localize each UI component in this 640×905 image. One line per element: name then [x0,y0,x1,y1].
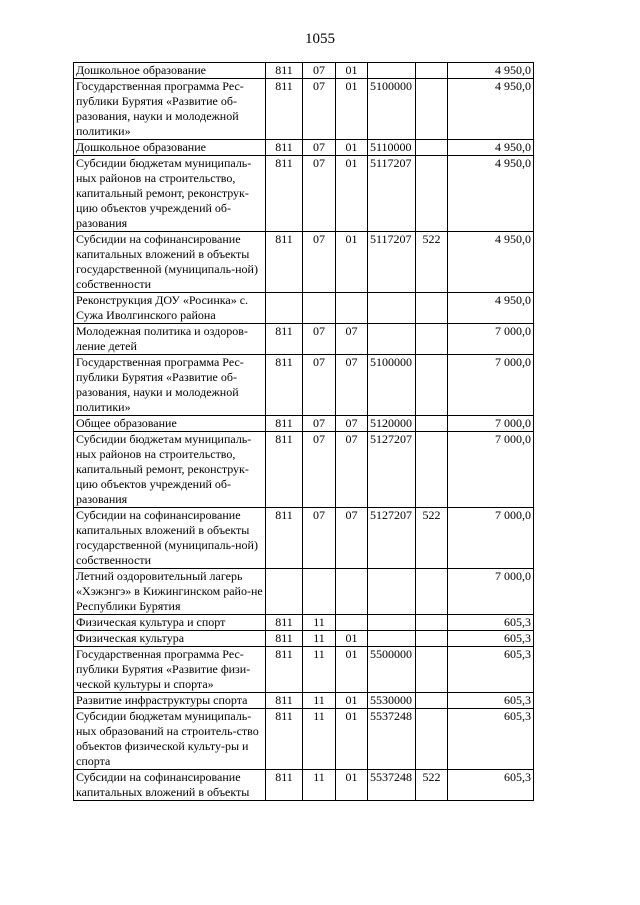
item-name-cell: Государственная программа Рес-публики Бурятия «Развитие об-разования, науки и молодежной политики» [74,355,266,416]
item-name-cell: Летний оздоровительный лагерь «Хэжэнгэ» в Кижингинском райо-не Республики Бурятия [74,569,266,615]
item-name-cell: Субсидии бюджетам муниципаль-ных образований на строитель-ство объектов физической культу-ры и спорта [74,709,266,770]
table-row [74,647,534,693]
expense-type-code-cell [416,355,448,416]
amount-cell: 4 950,0 [448,63,534,79]
table-row [74,569,534,615]
budget-table-body [74,63,534,801]
department-code-cell: 811 [266,416,303,432]
amount-cell: 4 950,0 [448,232,534,293]
budget-table [73,62,534,801]
item-name-cell: Общее образование [74,416,266,432]
subsection-code-cell: 01 [336,631,368,647]
amount-cell: 605,3 [448,615,534,631]
subsection-code-cell: 01 [336,647,368,693]
amount-cell: 605,3 [448,631,534,647]
table-row [74,355,534,416]
table-row [74,432,534,508]
target-article-code-cell [368,615,416,631]
amount-cell: 7 000,0 [448,432,534,508]
table-row [74,508,534,569]
item-name-cell: Физическая культура и спорт [74,615,266,631]
subsection-code-cell: 01 [336,770,368,801]
section-code-cell: 11 [303,647,336,693]
subsection-code-cell: 01 [336,693,368,709]
expense-type-code-cell: 522 [416,232,448,293]
amount-cell: 7 000,0 [448,355,534,416]
department-code-cell: 811 [266,770,303,801]
item-name-cell: Дошкольное образование [74,63,266,79]
subsection-code-cell: 01 [336,156,368,232]
target-article-code-cell: 5127207 [368,432,416,508]
item-name-cell: Молодежная политика и оздоров-ление детей [74,324,266,355]
target-article-code-cell [368,631,416,647]
amount-cell: 7 000,0 [448,416,534,432]
item-name-cell: Субсидии на софинансирование капитальных вложений в объекты государственной (муниципаль-ной) собственности [74,232,266,293]
section-code-cell: 07 [303,140,336,156]
target-article-code-cell: 5120000 [368,416,416,432]
department-code-cell: 811 [266,324,303,355]
target-article-code-cell: 5537248 [368,770,416,801]
amount-cell: 605,3 [448,709,534,770]
target-article-code-cell: 5110000 [368,140,416,156]
table-row [74,156,534,232]
section-code-cell: 07 [303,416,336,432]
expense-type-code-cell [416,615,448,631]
section-code-cell: 07 [303,63,336,79]
amount-cell: 4 950,0 [448,156,534,232]
item-name-cell: Государственная программа Рес-публики Бурятия «Развитие об-разования, науки и молодежной политики» [74,79,266,140]
table-row [74,709,534,770]
department-code-cell: 811 [266,631,303,647]
table-row [74,324,534,355]
table-row [74,770,534,801]
expense-type-code-cell [416,569,448,615]
table-row [74,140,534,156]
department-code-cell: 811 [266,232,303,293]
target-article-code-cell: 5537248 [368,709,416,770]
target-article-code-cell: 5127207 [368,508,416,569]
table-row [74,232,534,293]
subsection-code-cell: 01 [336,79,368,140]
department-code-cell [266,293,303,324]
section-code-cell: 11 [303,615,336,631]
subsection-code-cell: 01 [336,140,368,156]
subsection-code-cell [336,569,368,615]
target-article-code-cell: 5117207 [368,232,416,293]
item-name-cell: Реконструкция ДОУ «Росинка» с. Сужа Иволгинского района [74,293,266,324]
target-article-code-cell [368,63,416,79]
target-article-code-cell: 5100000 [368,355,416,416]
amount-cell: 7 000,0 [448,569,534,615]
amount-cell: 4 950,0 [448,79,534,140]
subsection-code-cell: 07 [336,508,368,569]
item-name-cell: Субсидии на софинансирование капитальных вложений в объекты государственной (муниципаль-ной) собственности [74,508,266,569]
subsection-code-cell: 01 [336,232,368,293]
expense-type-code-cell [416,631,448,647]
department-code-cell: 811 [266,432,303,508]
subsection-code-cell: 07 [336,416,368,432]
subsection-code-cell: 07 [336,432,368,508]
expense-type-code-cell [416,416,448,432]
expense-type-code-cell [416,693,448,709]
target-article-code-cell [368,293,416,324]
page-number: 1055 [305,31,335,47]
section-code-cell: 07 [303,508,336,569]
expense-type-code-cell [416,432,448,508]
expense-type-code-cell: 522 [416,770,448,801]
item-name-cell: Субсидии бюджетам муниципаль-ных районов на строительство, капитальный ремонт, реконструк-цию объектов учреждений об-разования [74,432,266,508]
section-code-cell [303,569,336,615]
department-code-cell: 811 [266,709,303,770]
table-row [74,293,534,324]
subsection-code-cell: 07 [336,324,368,355]
expense-type-code-cell [416,647,448,693]
section-code-cell: 07 [303,432,336,508]
target-article-code-cell [368,324,416,355]
table-row [74,416,534,432]
department-code-cell: 811 [266,647,303,693]
expense-type-code-cell [416,63,448,79]
section-code-cell: 11 [303,693,336,709]
subsection-code-cell: 01 [336,63,368,79]
amount-cell: 4 950,0 [448,293,534,324]
expense-type-code-cell [416,709,448,770]
subsection-code-cell: 07 [336,355,368,416]
department-code-cell: 811 [266,79,303,140]
target-article-code-cell [368,569,416,615]
subsection-code-cell: 01 [336,709,368,770]
amount-cell: 4 950,0 [448,140,534,156]
table-row [74,631,534,647]
department-code-cell: 811 [266,693,303,709]
table-row [74,79,534,140]
target-article-code-cell: 5500000 [368,647,416,693]
expense-type-code-cell [416,140,448,156]
amount-cell: 605,3 [448,693,534,709]
department-code-cell: 811 [266,508,303,569]
amount-cell: 605,3 [448,770,534,801]
department-code-cell: 811 [266,355,303,416]
subsection-code-cell [336,293,368,324]
department-code-cell: 811 [266,63,303,79]
expense-type-code-cell [416,293,448,324]
section-code-cell: 07 [303,355,336,416]
expense-type-code-cell: 522 [416,508,448,569]
subsection-code-cell [336,615,368,631]
item-name-cell: Субсидии бюджетам муниципаль-ных районов на строительство, капитальный ремонт, реконструк-цию объектов учреждений об-разования [74,156,266,232]
amount-cell: 605,3 [448,647,534,693]
section-code-cell: 07 [303,324,336,355]
department-code-cell [266,569,303,615]
table-row [74,63,534,79]
item-name-cell: Государственная программа Рес-публики Бурятия «Развитие физи-ческой культуры и спорта» [74,647,266,693]
target-article-code-cell: 5100000 [368,79,416,140]
department-code-cell: 811 [266,140,303,156]
department-code-cell: 811 [266,156,303,232]
expense-type-code-cell [416,79,448,140]
amount-cell: 7 000,0 [448,324,534,355]
target-article-code-cell: 5530000 [368,693,416,709]
section-code-cell: 07 [303,232,336,293]
expense-type-code-cell [416,156,448,232]
section-code-cell: 07 [303,79,336,140]
item-name-cell: Субсидии на софинансирование капитальных вложений в объекты [74,770,266,801]
expense-type-code-cell [416,324,448,355]
item-name-cell: Дошкольное образование [74,140,266,156]
amount-cell: 7 000,0 [448,508,534,569]
item-name-cell: Физическая культура [74,631,266,647]
section-code-cell: 11 [303,709,336,770]
section-code-cell: 07 [303,156,336,232]
item-name-cell: Развитие инфраструктуры спорта [74,693,266,709]
table-row [74,693,534,709]
table-row [74,615,534,631]
target-article-code-cell: 5117207 [368,156,416,232]
department-code-cell: 811 [266,615,303,631]
section-code-cell: 11 [303,770,336,801]
section-code-cell [303,293,336,324]
section-code-cell: 11 [303,631,336,647]
